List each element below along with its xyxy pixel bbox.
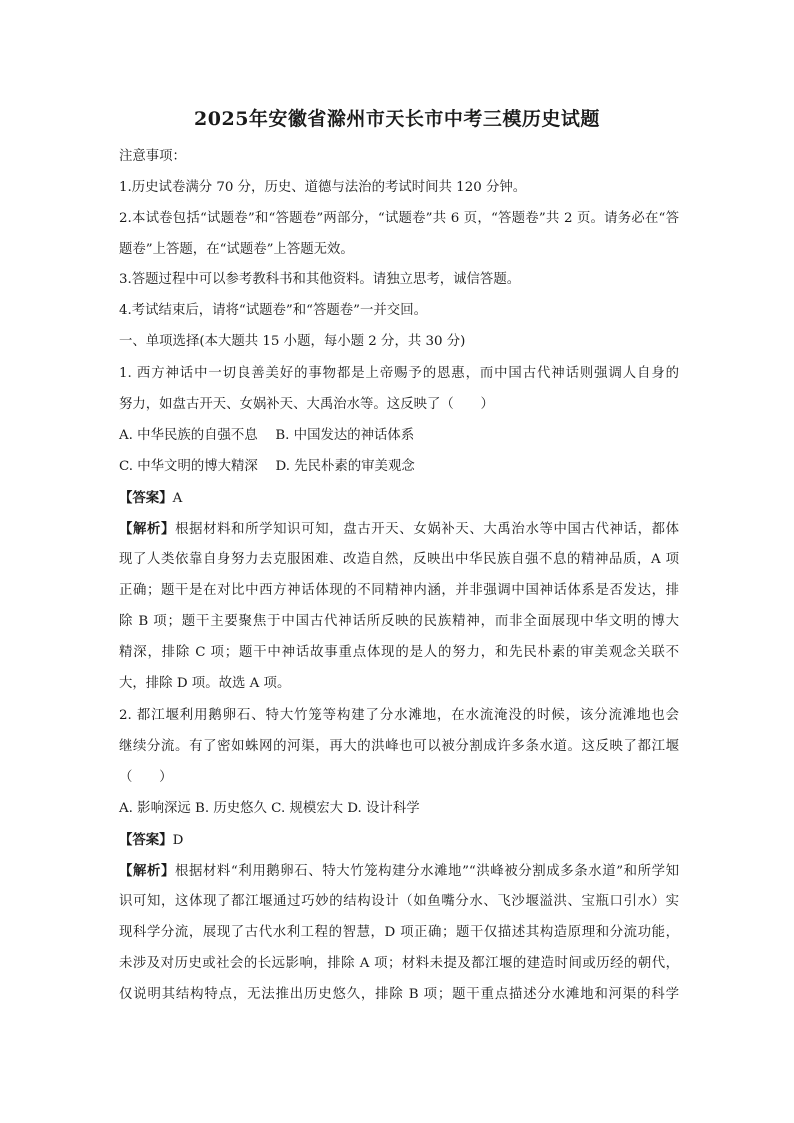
answer-line [119,831,679,850]
answer-choices: C. 中华文明的博大精深 D. 先民朴素的审美观念 [119,459,415,474]
analysis-text: 根据材料“利用鹅卵石、特大竹笼构建分水滩地”“洪峰被分割成多条水道”和所学知 [174,864,680,879]
notice-line: 1.历史试卷满分 70 分，历史、道德与法治的考试时间共 120 分钟。 [119,180,527,195]
answer-value: A [172,491,183,506]
analysis-line: 现科学分流，展现了古代水利工程的智慧，D 项正确；题干仅描述其构造原理和分流功能， [119,925,679,940]
question-stem: 继续分流。有了密如蛛网的河渠，再大的洪峰也可以被分割成许多条水道。这反映了都江堰 [119,739,679,754]
notice-line: 4.考试结束后，请将“试题卷”和“答题卷”一并交回。 [119,303,427,318]
answer-line [119,489,679,508]
question-stem: （ ） [119,770,173,785]
analysis-line: 大，排除 D 项。故选 A 项。 [119,676,291,691]
answer-tag: 【答案】 [119,490,173,506]
answer-value: D [172,833,184,848]
analysis-line: 现了人类依靠自身努力去克服困难、改造自然，反映出中华民族自强不息的精神品质，A 项 [119,552,679,567]
analysis-line [119,862,679,881]
analysis-line: 正确；题干是在对比中西方神话体现的不同精神内涵，并非强调中国神话体系是否发达，排 [119,583,679,598]
answer-choices: A. 中华民族的自强不息 B. 中国发达的神话体系 [119,428,415,443]
question-stem: 努力，如盘古开天、女娲补天、大禹治水等。这反映了（ ） [119,397,494,412]
analysis-line [119,520,679,539]
analysis-line: 除 B 项；题干主要聚焦于中国古代神话所反映的民族精神，而非全面展现中华文明的博大 [119,614,679,629]
notice-line: 题卷”上答题，在“试题卷”上答题无效。 [119,242,354,257]
analysis-line: 未涉及对历史或社会的长远影响，排除 A 项；材料未提及都江堰的建造时间或历经的朝代， [119,956,679,971]
section-heading: 一、单项选择(本大题共 15 小题，每小题 2 分，共 30 分) [119,334,466,349]
analysis-line: 精深，排除 C 项；题干中神话故事重点体现的是人的努力，和先民朴素的审美观念关联不 [119,645,679,660]
analysis-text: 根据材料和所学知识可知，盘古开天、女娲补天、大禹治水等中国古代神话，都体 [175,522,679,537]
analysis-tag: 【解析】 [119,521,176,537]
answer-choices: A. 影响深远 B. 历史悠久 C. 规模宏大 D. 设计科学 [119,801,420,816]
analysis-line: 仅说明其结构特点，无法推出历史悠久，排除 B 项；题干重点描述分水滩地和河渠的科学 [119,987,679,1002]
page-title: 2025年安徽省滁州市天长市中考三模历史试题 [194,108,600,130]
answer-tag: 【答案】 [119,832,173,848]
notice-heading: 注意事项： [119,149,186,164]
question-stem: 1. 西方神话中一切良善美好的事物都是上帝赐予的恩惠，而中国古代神话则强调人自身的 [119,366,679,381]
analysis-tag: 【解析】 [119,863,175,879]
analysis-line: 识可知，这体现了都江堰通过巧妙的结构设计（如鱼嘴分水、飞沙堰溢洪、宝瓶口引水）实 [119,894,679,909]
notice-line: 3.答题过程中可以参考教科书和其他资料。请独立思考，诚信答题。 [119,272,521,287]
notice-line: 2.本试卷包括“试题卷”和“答题卷”两部分，“试题卷”共 6 页，“答题卷”共 2 页。请务必在“答 [119,211,679,226]
question-stem: 2. 都江堰利用鹅卵石、特大竹笼等构建了分水滩地，在水流淹没的时候，该分流滩地也会 [119,708,679,723]
